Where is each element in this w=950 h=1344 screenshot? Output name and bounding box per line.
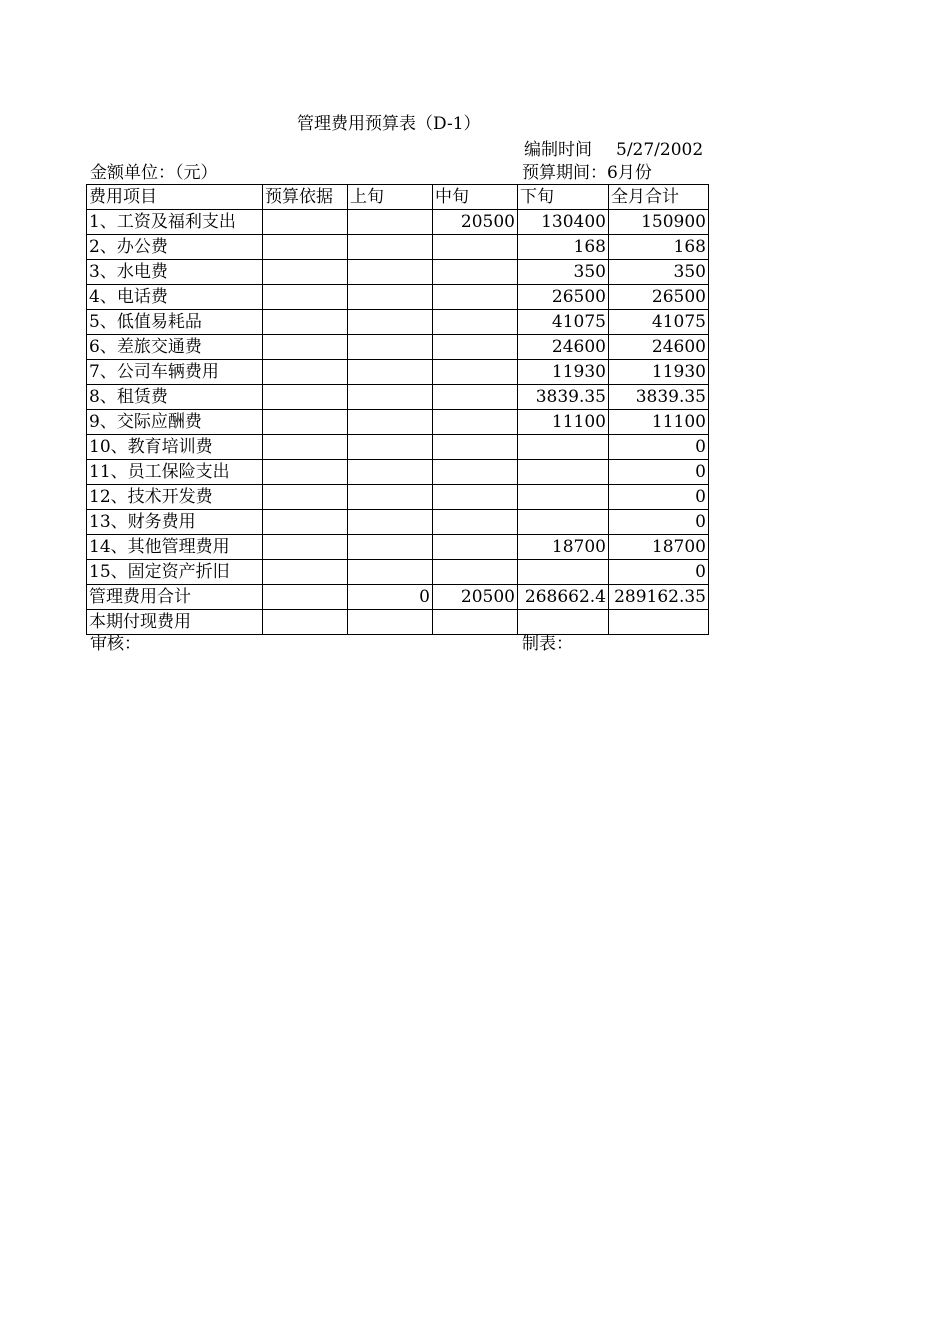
cell-total[interactable]: 11930 [609,360,709,385]
cell-total[interactable]: 150900 [609,210,709,235]
cell-mid[interactable] [433,385,518,410]
cell-early[interactable] [348,535,433,560]
cell-total[interactable]: 11100 [609,410,709,435]
cell-total[interactable]: 24600 [609,335,709,360]
cell-item[interactable]: 15、固定资产折旧 [87,560,263,585]
cell-late[interactable] [518,510,609,535]
reviewer-label: 审核： [90,634,141,654]
table-header-row [87,185,709,210]
cell-basis[interactable] [263,360,348,385]
cell-basis[interactable] [263,585,348,610]
cell-item[interactable]: 10、教育培训费 [87,435,263,460]
cell-mid[interactable] [433,335,518,360]
cell-item[interactable]: 1、工资及福利支出 [87,210,263,235]
cell-item[interactable]: 5、低值易耗品 [87,310,263,335]
cell-late[interactable]: 168 [518,235,609,260]
cell-mid[interactable]: 20500 [433,585,518,610]
cell-basis[interactable] [263,435,348,460]
cell-item[interactable]: 7、公司车辆费用 [87,360,263,385]
table-row [87,335,709,360]
cell-early[interactable] [348,385,433,410]
cell-early[interactable] [348,335,433,360]
table-row [87,510,709,535]
maker-label: 制表： [522,634,573,654]
cell-item[interactable]: 8、租赁费 [87,385,263,410]
amount-unit-label: 金额单位：（元） [90,163,218,183]
table-row [87,460,709,485]
cell-mid[interactable] [433,535,518,560]
cell-late[interactable] [518,560,609,585]
cell-mid[interactable] [433,510,518,535]
cell-early[interactable] [348,210,433,235]
cell-total[interactable]: 3839.35 [609,385,709,410]
cell-early[interactable] [348,510,433,535]
cell-total[interactable]: 350 [609,260,709,285]
cell-item[interactable]: 11、员工保险支出 [87,460,263,485]
cell-basis[interactable] [263,460,348,485]
cell-item[interactable]: 6、差旅交通费 [87,335,263,360]
cell-basis[interactable] [263,560,348,585]
cell-total[interactable] [609,610,709,635]
table-row [87,310,709,335]
cell-basis[interactable] [263,610,348,635]
cell-item[interactable]: 12、技术开发费 [87,485,263,510]
cell-late[interactable]: 130400 [518,210,609,235]
cell-late[interactable] [518,460,609,485]
cell-mid[interactable] [433,485,518,510]
cell-late[interactable]: 26500 [518,285,609,310]
cell-basis[interactable] [263,210,348,235]
table-row [87,385,709,410]
cell-mid[interactable] [433,610,518,635]
column-header-late: 下旬 [518,185,609,210]
cell-late[interactable] [518,435,609,460]
table-row [87,410,709,435]
cell-basis[interactable] [263,410,348,435]
table-row [87,535,709,560]
cell-total[interactable]: 0 [609,510,709,535]
table-row [87,610,709,635]
table-row [87,435,709,460]
cell-early[interactable] [348,460,433,485]
cell-basis[interactable] [263,285,348,310]
cell-early[interactable] [348,260,433,285]
cell-total[interactable]: 0 [609,435,709,460]
cell-total[interactable]: 0 [609,460,709,485]
cell-mid[interactable] [433,310,518,335]
cell-basis[interactable] [263,310,348,335]
cell-basis[interactable] [263,335,348,360]
cell-item[interactable]: 2、办公费 [87,235,263,260]
cell-mid[interactable] [433,360,518,385]
cell-early[interactable] [348,485,433,510]
cell-mid[interactable] [433,285,518,310]
cell-late[interactable]: 268662.4 [518,585,609,610]
column-header-mid: 中旬 [433,185,518,210]
budget-table [86,184,709,635]
cell-item[interactable]: 管理费用合计 [87,585,263,610]
table-row [87,585,709,610]
table-row [87,235,709,260]
cell-late[interactable]: 11100 [518,410,609,435]
table-row [87,285,709,310]
cell-item[interactable]: 13、财务费用 [87,510,263,535]
cell-item[interactable]: 14、其他管理费用 [87,535,263,560]
cell-early[interactable] [348,435,433,460]
cell-item[interactable]: 本期付现费用 [87,610,263,635]
cell-basis[interactable] [263,385,348,410]
cell-basis[interactable] [263,235,348,260]
cell-early[interactable]: 0 [348,585,433,610]
cell-mid[interactable] [433,410,518,435]
cell-total[interactable]: 26500 [609,285,709,310]
cell-late[interactable]: 11930 [518,360,609,385]
column-header-total: 全月合计 [609,185,709,210]
prepared-date-label: 编制时间 [524,140,592,160]
cell-total[interactable]: 0 [609,560,709,585]
cell-mid[interactable] [433,435,518,460]
table-row [87,485,709,510]
cell-early[interactable] [348,285,433,310]
cell-early[interactable] [348,410,433,435]
cell-late[interactable]: 24600 [518,335,609,360]
cell-late[interactable]: 3839.35 [518,385,609,410]
budget-table-body [87,185,709,635]
prepared-date-value: 5/27/2002 [616,140,704,160]
cell-early[interactable] [348,235,433,260]
cell-late[interactable] [518,485,609,510]
budget-period-label: 预算期间：6月份 [522,163,652,183]
column-header-basis: 预算依据 [263,185,348,210]
column-header-early: 上旬 [348,185,433,210]
cell-late[interactable]: 41075 [518,310,609,335]
cell-late[interactable]: 350 [518,260,609,285]
cell-mid[interactable] [433,560,518,585]
table-row [87,360,709,385]
cell-mid[interactable] [433,260,518,285]
cell-total[interactable]: 0 [609,485,709,510]
cell-early[interactable] [348,360,433,385]
cell-late[interactable] [518,610,609,635]
cell-total[interactable]: 168 [609,235,709,260]
cell-late[interactable]: 18700 [518,535,609,560]
cell-mid[interactable]: 20500 [433,210,518,235]
cell-basis[interactable] [263,485,348,510]
cell-early[interactable] [348,610,433,635]
column-header-item: 费用项目 [87,185,263,210]
cell-mid[interactable] [433,460,518,485]
cell-item[interactable]: 3、水电费 [87,260,263,285]
cell-item[interactable]: 9、交际应酬费 [87,410,263,435]
table-row [87,260,709,285]
cell-basis[interactable] [263,260,348,285]
cell-basis[interactable] [263,510,348,535]
cell-basis[interactable] [263,535,348,560]
table-row [87,210,709,235]
table-row [87,560,709,585]
cell-total[interactable]: 41075 [609,310,709,335]
cell-mid[interactable] [433,235,518,260]
cell-total[interactable]: 289162.35 [609,585,709,610]
cell-early[interactable] [348,310,433,335]
page-title: 管理费用预算表（D-1） [297,114,481,134]
cell-early[interactable] [348,560,433,585]
cell-total[interactable]: 18700 [609,535,709,560]
cell-item[interactable]: 4、电话费 [87,285,263,310]
